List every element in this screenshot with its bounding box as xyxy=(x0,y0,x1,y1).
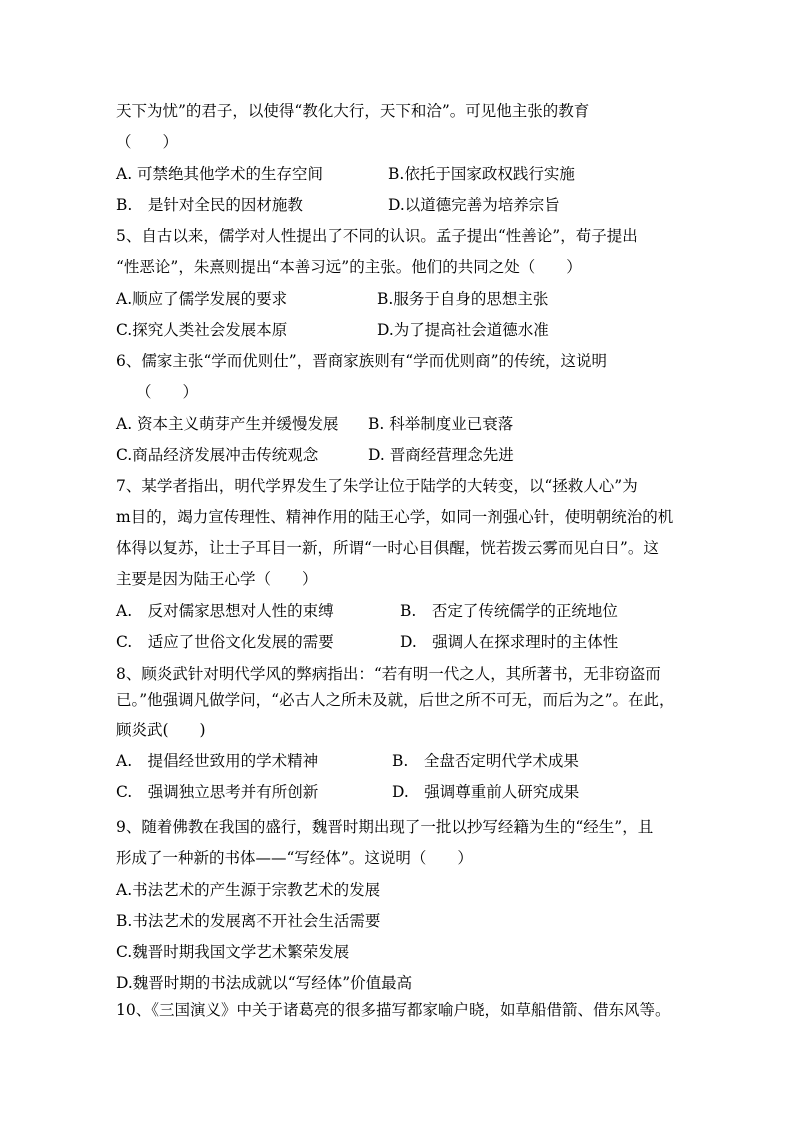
q6-option-d: D. 晋商经营理念先进 xyxy=(368,446,514,464)
q9-option-d: D.魏晋时期的书法成就以“写经体”价值最高 xyxy=(116,974,413,992)
q6-answer-bracket: （ ） xyxy=(136,383,199,401)
q9-option-c: C.魏晋时期我国文学艺术繁荣发展 xyxy=(116,943,350,961)
q7-option-c: C. 适应了世俗文化发展的需要 xyxy=(116,633,334,651)
q4-answer-bracket: （ ） xyxy=(116,133,179,151)
q7-stem-line2: m目的，竭力宣传理性、精神作用的陆王心学，如同一剂强心针，使明朝统治的机 xyxy=(116,508,674,526)
q5-option-a: A.顺应了儒学发展的要求 xyxy=(116,290,288,308)
q7-option-b: B. 否定了传统儒学的正统地位 xyxy=(400,602,618,620)
q8-stem-line2: 已。”他强调凡做学问，“必古人之所未及就，后世之所不可无，而后为之”。在此， xyxy=(116,691,675,709)
q8-option-a: A. 提倡经世致用的学术精神 xyxy=(116,752,319,770)
q4-stem-line1: 天下为忧”的君子，以使得“教化大行，天下和洽”。可见他主张的教育 xyxy=(116,102,590,120)
q6-option-b: B. 科举制度业已衰落 xyxy=(368,415,514,433)
q10-stem-line1: 10、《三国演义》中关于诸葛亮的很多描写都家喻户晓，如草船借箭、借东风等。 xyxy=(116,1001,671,1019)
q5-stem-line2: “性恶论”，朱熹则提出“本善习远”的主张。他们的共同之处（ ） xyxy=(116,258,582,276)
q7-stem-line3: 体得以复苏，让士子耳目一新，所谓“一时心目俱醒，恍若拨云雾而见白日”。这 xyxy=(116,539,659,557)
q4-option-c: B. 是针对全民的因材施教 xyxy=(116,196,303,214)
q5-stem-line1: 5、自古以来，儒学对人性提出了不同的认识。孟子提出“性善论”，荀子提出 xyxy=(116,227,638,245)
q8-option-c: C. 强调独立思考并有所创新 xyxy=(116,783,319,801)
q7-option-d: D. 强调人在探求理时的主体性 xyxy=(400,633,619,651)
q9-stem-line2: 形成了一种新的书体——“写经体”。这说明（ ） xyxy=(116,849,473,867)
q9-option-b: B.书法艺术的发展离不开社会生活需要 xyxy=(116,912,381,930)
q5-option-d: D.为了提高社会道德水准 xyxy=(377,321,549,339)
q7-stem-line1: 7、某学者指出，明代学界发生了朱学让位于陆学的大转变，以“拯救人心”为 xyxy=(116,477,638,495)
q7-option-a: A. 反对儒家思想对人性的束缚 xyxy=(116,602,334,620)
q6-stem-line1: 6、儒家主张“学而优则仕”，晋商家族则有“学而优则商”的传统，这说明 xyxy=(116,352,608,370)
q4-option-b: B.依托于国家政权践行实施 xyxy=(388,165,575,183)
q5-option-c: C.探究人类社会发展本原 xyxy=(116,321,288,339)
q8-stem-line3: 顾炎武( ) xyxy=(116,721,206,739)
q4-option-a: A. 可禁绝其他学术的生存空间 xyxy=(116,165,324,183)
q7-stem-line4: 主要是因为陆王心学（ ） xyxy=(116,570,318,588)
q9-option-a: A.书法艺术的产生源于宗教艺术的发展 xyxy=(116,881,381,899)
q8-option-b: B. 全盘否定明代学术成果 xyxy=(392,752,579,770)
q5-option-b: B.服务于自身的思想主张 xyxy=(377,290,549,308)
q8-option-d: D. 强调尊重前人研究成果 xyxy=(392,783,580,801)
q4-option-d: D.以道德完善为培养宗旨 xyxy=(388,196,560,214)
q8-stem-line1: 8、顾炎武针对明代学风的弊病指出：“若有明一代之人，其所著书，无非窃盗而 xyxy=(116,665,661,683)
q6-option-a: A. 资本主义萌芽产生并缓慢发展 xyxy=(116,415,339,433)
q6-option-c: C.商品经济发展冲击传统观念 xyxy=(116,446,319,464)
q9-stem-line1: 9、随着佛教在我国的盛行，魏晋时期出现了一批以抄写经籍为生的“经生”，且 xyxy=(116,818,654,836)
